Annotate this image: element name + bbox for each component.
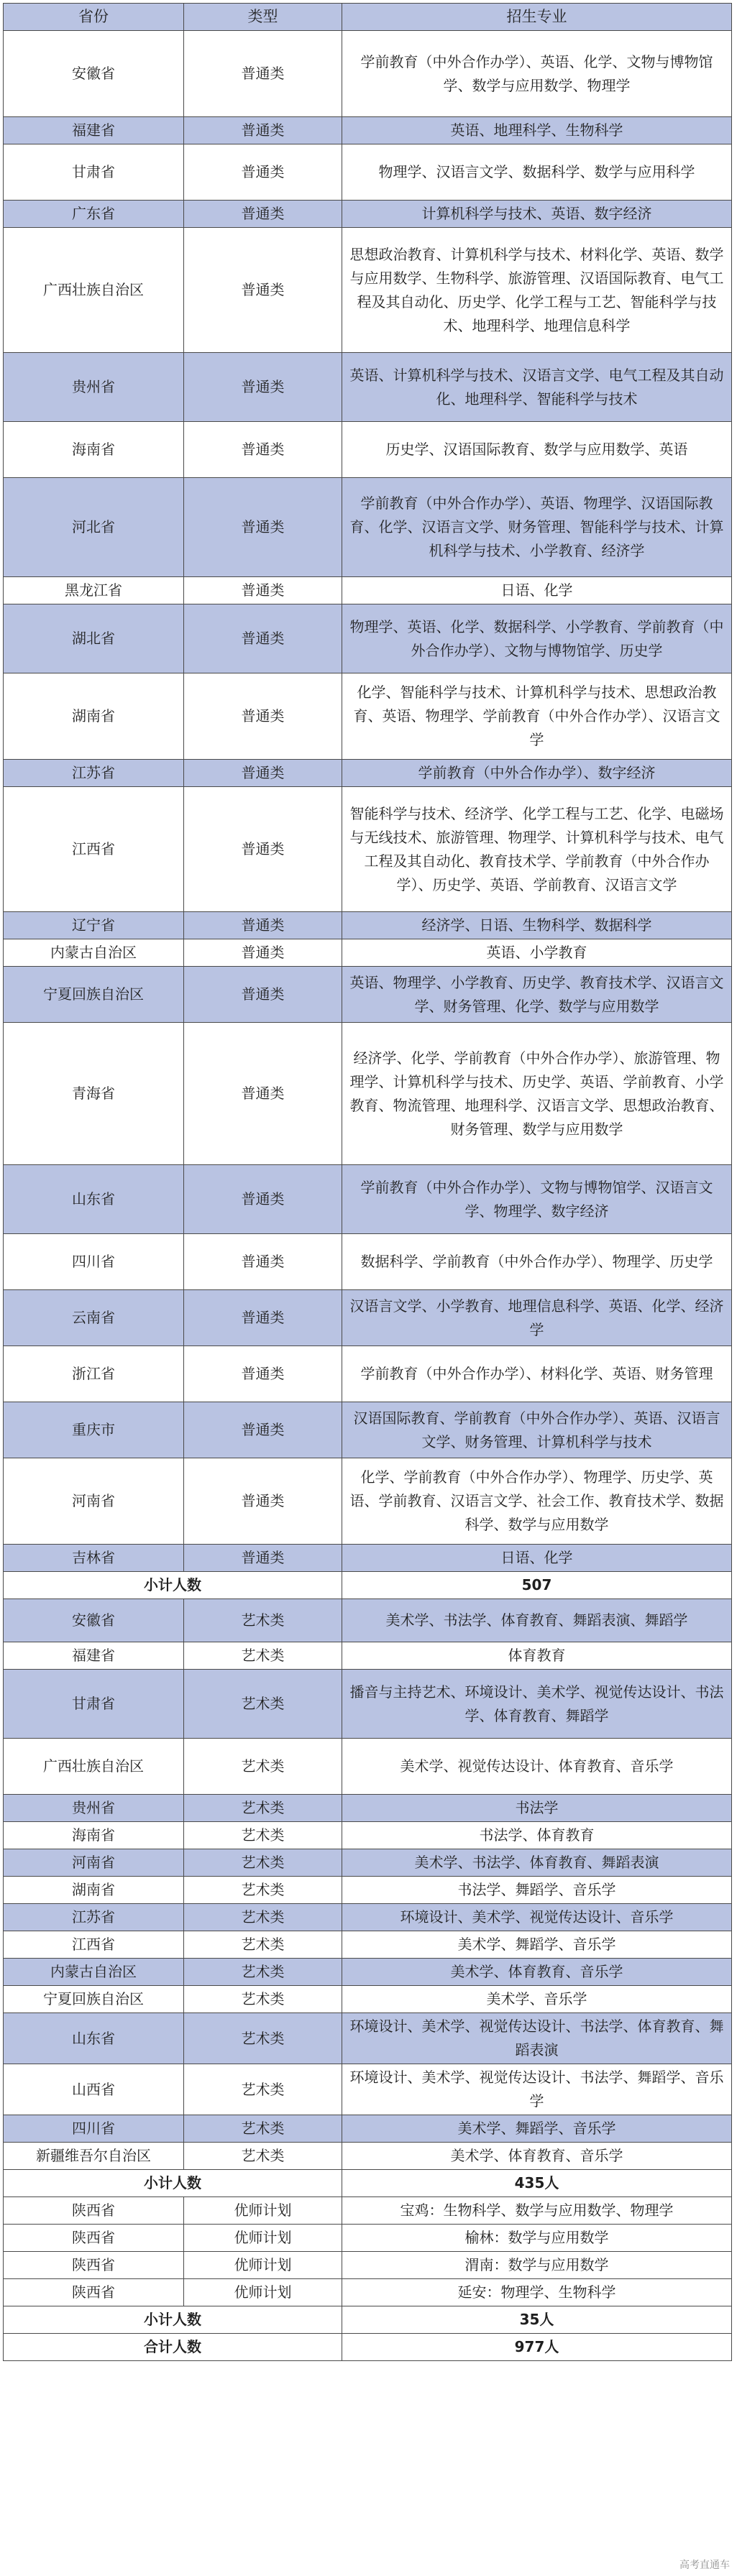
- type-cell: 普通类: [184, 1165, 342, 1234]
- province-cell: 江苏省: [4, 760, 184, 787]
- table-row: [4, 939, 732, 967]
- table-row: [4, 2279, 732, 2306]
- majors-cell: 美术学、舞蹈学、音乐学: [342, 1931, 732, 1959]
- type-cell: 普通类: [184, 144, 342, 201]
- subtotal-value: 507: [342, 1572, 732, 1599]
- type-cell: 普通类: [184, 1290, 342, 1346]
- majors-cell: 延安：物理学、生物科学: [342, 2279, 732, 2306]
- province-cell: 陕西省: [4, 2279, 184, 2306]
- table-row: [4, 604, 732, 673]
- majors-cell: 学前教育（中外合作办学）、英语、物理学、汉语国际教育、化学、汉语言文学、财务管理、智能科学与技术、计算机科学与技术、小学教育、经济学: [342, 478, 732, 577]
- majors-cell: 英语、物理学、小学教育、历史学、教育技术学、汉语言文学、财务管理、化学、数学与应用数学: [342, 967, 732, 1023]
- province-cell: 湖南省: [4, 1877, 184, 1904]
- majors-cell: 环境设计、美术学、视觉传达设计、书法学、舞蹈学、音乐学: [342, 2064, 732, 2115]
- province-cell: 安徽省: [4, 31, 184, 117]
- table-row: [4, 1402, 732, 1458]
- table-row: [4, 1165, 732, 1234]
- province-cell: 青海省: [4, 1023, 184, 1165]
- majors-cell: 英语、小学教育: [342, 939, 732, 967]
- table-row: [4, 422, 732, 478]
- type-cell: 普通类: [184, 478, 342, 577]
- province-cell: 浙江省: [4, 1346, 184, 1402]
- table-row: [4, 1877, 732, 1904]
- table-row: [4, 201, 732, 228]
- province-cell: 吉林省: [4, 1545, 184, 1572]
- majors-cell: 书法学、舞蹈学、音乐学: [342, 1877, 732, 1904]
- table-row: [4, 1986, 732, 2013]
- province-cell: 江苏省: [4, 1904, 184, 1931]
- subtotal-value: 435人: [342, 2170, 732, 2197]
- table-row: [4, 1290, 732, 1346]
- province-cell: 江西省: [4, 1931, 184, 1959]
- subtotal-row: [4, 2170, 732, 2197]
- table-row: [4, 1739, 732, 1795]
- header-row: [4, 4, 732, 31]
- table-row: [4, 144, 732, 201]
- province-cell: 贵州省: [4, 1795, 184, 1822]
- type-cell: 普通类: [184, 353, 342, 422]
- majors-cell: 美术学、视觉传达设计、体育教育、音乐学: [342, 1739, 732, 1795]
- majors-cell: 汉语言文学、小学教育、地理信息科学、英语、化学、经济学: [342, 1290, 732, 1346]
- type-cell: 普通类: [184, 1402, 342, 1458]
- type-cell: 艺术类: [184, 1822, 342, 1849]
- province-cell: 新疆维吾尔自治区: [4, 2143, 184, 2170]
- province-cell: 广东省: [4, 201, 184, 228]
- majors-cell: 学前教育（中外合作办学）、数字经济: [342, 760, 732, 787]
- province-cell: 黑龙江省: [4, 577, 184, 604]
- table-row: [4, 1458, 732, 1545]
- type-cell: 艺术类: [184, 1670, 342, 1739]
- province-cell: 山东省: [4, 1165, 184, 1234]
- province-cell: 四川省: [4, 1234, 184, 1290]
- subtotal-row: [4, 2306, 732, 2334]
- table-row: [4, 1346, 732, 1402]
- table-row: [4, 1795, 732, 1822]
- table-row: [4, 2115, 732, 2143]
- province-cell: 甘肃省: [4, 144, 184, 201]
- province-cell: 海南省: [4, 422, 184, 478]
- majors-cell: 书法学、体育教育: [342, 1822, 732, 1849]
- table-row: [4, 673, 732, 760]
- table-row: [4, 2225, 732, 2252]
- type-cell: 优师计划: [184, 2252, 342, 2279]
- type-cell: 艺术类: [184, 1739, 342, 1795]
- type-cell: 艺术类: [184, 1904, 342, 1931]
- province-cell: 山西省: [4, 2064, 184, 2115]
- type-cell: 艺术类: [184, 2143, 342, 2170]
- province-cell: 江西省: [4, 787, 184, 912]
- type-cell: 艺术类: [184, 2115, 342, 2143]
- table-row: [4, 1599, 732, 1642]
- table-row: [4, 1234, 732, 1290]
- type-cell: 普通类: [184, 1234, 342, 1290]
- type-cell: 优师计划: [184, 2197, 342, 2225]
- majors-cell: 历史学、汉语国际教育、数学与应用数学、英语: [342, 422, 732, 478]
- table-row: [4, 228, 732, 353]
- type-cell: 普通类: [184, 1023, 342, 1165]
- majors-cell: 物理学、汉语言文学、数据科学、数学与应用科学: [342, 144, 732, 201]
- province-cell: 安徽省: [4, 1599, 184, 1642]
- table-row: [4, 2064, 732, 2115]
- type-cell: 优师计划: [184, 2225, 342, 2252]
- majors-cell: 美术学、书法学、体育教育、舞蹈表演、舞蹈学: [342, 1599, 732, 1642]
- table-row: [4, 912, 732, 939]
- type-cell: 普通类: [184, 1545, 342, 1572]
- table-row: [4, 31, 732, 117]
- majors-cell: 计算机科学与技术、英语、数字经济: [342, 201, 732, 228]
- table-row: [4, 760, 732, 787]
- majors-cell: 汉语国际教育、学前教育（中外合作办学）、英语、汉语言文学、财务管理、计算机科学与技术: [342, 1402, 732, 1458]
- type-cell: 普通类: [184, 31, 342, 117]
- majors-cell: 环境设计、美术学、视觉传达设计、音乐学: [342, 1904, 732, 1931]
- majors-cell: 经济学、日语、生物科学、数据科学: [342, 912, 732, 939]
- table-row: [4, 1931, 732, 1959]
- province-cell: 福建省: [4, 1642, 184, 1670]
- admissions-table: [3, 3, 732, 2361]
- table-row: [4, 787, 732, 912]
- table-row: [4, 2252, 732, 2279]
- province-cell: 辽宁省: [4, 912, 184, 939]
- table-row: [4, 1849, 732, 1877]
- province-cell: 湖北省: [4, 604, 184, 673]
- table-row: [4, 1023, 732, 1165]
- header-type: 类型: [184, 4, 342, 31]
- province-cell: 云南省: [4, 1290, 184, 1346]
- table-row: [4, 1642, 732, 1670]
- majors-cell: 播音与主持艺术、环境设计、美术学、视觉传达设计、书法学、体育教育、舞蹈学: [342, 1670, 732, 1739]
- majors-cell: 美术学、舞蹈学、音乐学: [342, 2115, 732, 2143]
- subtotal-row: [4, 1572, 732, 1599]
- type-cell: 艺术类: [184, 1959, 342, 1986]
- table-row: [4, 577, 732, 604]
- majors-cell: 化学、智能科学与技术、计算机科学与技术、思想政治教育、英语、物理学、学前教育（中外合作办学）、汉语言文学: [342, 673, 732, 760]
- province-cell: 湖南省: [4, 673, 184, 760]
- table-row: [4, 2143, 732, 2170]
- majors-cell: 渭南：数学与应用数学: [342, 2252, 732, 2279]
- table-row: [4, 353, 732, 422]
- type-cell: 普通类: [184, 1458, 342, 1545]
- type-cell: 普通类: [184, 577, 342, 604]
- province-cell: 广西壮族自治区: [4, 228, 184, 353]
- type-cell: 艺术类: [184, 2013, 342, 2064]
- province-cell: 福建省: [4, 117, 184, 144]
- table-row: [4, 478, 732, 577]
- province-cell: 内蒙古自治区: [4, 939, 184, 967]
- province-cell: 宁夏回族自治区: [4, 967, 184, 1023]
- type-cell: 艺术类: [184, 1642, 342, 1670]
- province-cell: 重庆市: [4, 1402, 184, 1458]
- type-cell: 普通类: [184, 422, 342, 478]
- majors-cell: 智能科学与技术、经济学、化学工程与工艺、化学、电磁场与无线技术、旅游管理、物理学、计算机科学与技术、电气工程及其自动化、教育技术学、学前教育（中外合作办学）、历史学、英语、学前教育、汉语言文学: [342, 787, 732, 912]
- watermark-text: 高考直通车: [679, 2559, 730, 2571]
- type-cell: 普通类: [184, 939, 342, 967]
- type-cell: 普通类: [184, 604, 342, 673]
- majors-cell: 学前教育（中外合作办学）、文物与博物馆学、汉语言文学、物理学、数字经济: [342, 1165, 732, 1234]
- table-row: [4, 2013, 732, 2064]
- type-cell: 优师计划: [184, 2279, 342, 2306]
- type-cell: 普通类: [184, 673, 342, 760]
- majors-cell: 美术学、音乐学: [342, 1986, 732, 2013]
- type-cell: 艺术类: [184, 1986, 342, 2013]
- type-cell: 普通类: [184, 787, 342, 912]
- subtotal-label: 小计人数: [4, 2170, 342, 2197]
- province-cell: 陕西省: [4, 2225, 184, 2252]
- subtotal-label: 合计人数: [4, 2334, 342, 2361]
- majors-cell: 美术学、体育教育、音乐学: [342, 1959, 732, 1986]
- type-cell: 普通类: [184, 117, 342, 144]
- majors-cell: 学前教育（中外合作办学）、材料化学、英语、财务管理: [342, 1346, 732, 1402]
- table-row: [4, 2197, 732, 2225]
- majors-cell: 书法学: [342, 1795, 732, 1822]
- majors-cell: 化学、学前教育（中外合作办学）、物理学、历史学、英语、学前教育、汉语言文学、社会工作、教育技术学、数据科学、数学与应用数学: [342, 1458, 732, 1545]
- header-province: 省份: [4, 4, 184, 31]
- province-cell: 广西壮族自治区: [4, 1739, 184, 1795]
- type-cell: 普通类: [184, 1346, 342, 1402]
- majors-cell: 英语、计算机科学与技术、汉语言文学、电气工程及其自动化、地理科学、智能科学与技术: [342, 353, 732, 422]
- table-row: [4, 1545, 732, 1572]
- majors-cell: 美术学、书法学、体育教育、舞蹈表演: [342, 1849, 732, 1877]
- majors-cell: 环境设计、美术学、视觉传达设计、书法学、体育教育、舞蹈表演: [342, 2013, 732, 2064]
- table-row: [4, 1904, 732, 1931]
- majors-cell: 宝鸡：生物科学、数学与应用数学、物理学: [342, 2197, 732, 2225]
- province-cell: 山东省: [4, 2013, 184, 2064]
- majors-cell: 榆林：数学与应用数学: [342, 2225, 732, 2252]
- type-cell: 艺术类: [184, 1849, 342, 1877]
- province-cell: 四川省: [4, 2115, 184, 2143]
- type-cell: 普通类: [184, 201, 342, 228]
- province-cell: 陕西省: [4, 2252, 184, 2279]
- province-cell: 河北省: [4, 478, 184, 577]
- majors-cell: 体育教育: [342, 1642, 732, 1670]
- table-row: [4, 1670, 732, 1739]
- type-cell: 普通类: [184, 912, 342, 939]
- table-row: [4, 967, 732, 1023]
- subtotal-row: [4, 2334, 732, 2361]
- table-row: [4, 1822, 732, 1849]
- type-cell: 艺术类: [184, 1877, 342, 1904]
- majors-cell: 美术学、体育教育、音乐学: [342, 2143, 732, 2170]
- type-cell: 普通类: [184, 760, 342, 787]
- province-cell: 甘肃省: [4, 1670, 184, 1739]
- type-cell: 普通类: [184, 228, 342, 353]
- table-row: [4, 117, 732, 144]
- type-cell: 艺术类: [184, 2064, 342, 2115]
- province-cell: 河南省: [4, 1849, 184, 1877]
- majors-cell: 英语、地理科学、生物科学: [342, 117, 732, 144]
- subtotal-value: 977人: [342, 2334, 732, 2361]
- majors-cell: 数据科学、学前教育（中外合作办学）、物理学、历史学: [342, 1234, 732, 1290]
- province-cell: 内蒙古自治区: [4, 1959, 184, 1986]
- subtotal-value: 35人: [342, 2306, 732, 2334]
- table-row: [4, 1959, 732, 1986]
- type-cell: 艺术类: [184, 1795, 342, 1822]
- majors-cell: 思想政治教育、计算机科学与技术、材料化学、英语、数学与应用数学、生物科学、旅游管理、汉语国际教育、电气工程及其自动化、历史学、化学工程与工艺、智能科学与技术、地理科学、地理信息科学: [342, 228, 732, 353]
- header-majors: 招生专业: [342, 4, 732, 31]
- province-cell: 河南省: [4, 1458, 184, 1545]
- province-cell: 陕西省: [4, 2197, 184, 2225]
- province-cell: 贵州省: [4, 353, 184, 422]
- type-cell: 艺术类: [184, 1599, 342, 1642]
- province-cell: 海南省: [4, 1822, 184, 1849]
- type-cell: 艺术类: [184, 1931, 342, 1959]
- majors-cell: 日语、化学: [342, 577, 732, 604]
- majors-cell: 物理学、英语、化学、数据科学、小学教育、学前教育（中外合作办学）、文物与博物馆学、历史学: [342, 604, 732, 673]
- subtotal-label: 小计人数: [4, 1572, 342, 1599]
- majors-cell: 学前教育（中外合作办学）、英语、化学、文物与博物馆学、数学与应用数学、物理学: [342, 31, 732, 117]
- type-cell: 普通类: [184, 967, 342, 1023]
- province-cell: 宁夏回族自治区: [4, 1986, 184, 2013]
- majors-cell: 日语、化学: [342, 1545, 732, 1572]
- majors-cell: 经济学、化学、学前教育（中外合作办学）、旅游管理、物理学、计算机科学与技术、历史学、英语、学前教育、小学教育、物流管理、地理科学、汉语言文学、思想政治教育、财务管理、数学与应用数学: [342, 1023, 732, 1165]
- subtotal-label: 小计人数: [4, 2306, 342, 2334]
